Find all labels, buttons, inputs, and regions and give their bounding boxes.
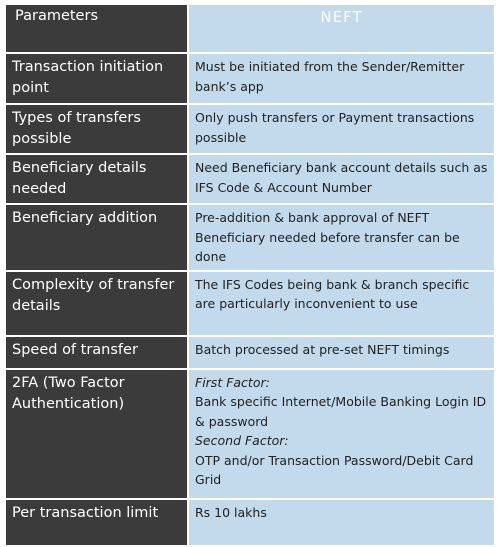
row-parameter: Beneficiary addition: [6, 205, 187, 270]
row-value: Only push transfers or Payment transactions possible: [189, 105, 494, 153]
table-row: [6, 155, 494, 203]
row-parameter: Complexity of transfer details: [6, 272, 187, 335]
table-row: [6, 500, 494, 545]
table-row: [6, 205, 494, 270]
row-value: Rs 10 lakhs: [189, 500, 494, 545]
table-row: [6, 105, 494, 153]
row-parameter: Speed of transfer: [6, 337, 187, 368]
row-value: Must be initiated from the Sender/Remitter bank’s app: [189, 54, 494, 103]
table-row: [6, 54, 494, 103]
second-factor-label: Second Factor:: [195, 433, 289, 448]
row-value: The IFS Codes being bank & branch specific are particularly inconvenient to use: [189, 272, 494, 335]
table-row: [6, 370, 494, 498]
row-value: Pre-addition & bank approval of NEFT Beneficiary needed before transfer can be done: [189, 205, 494, 270]
header-parameters: Parameters: [6, 5, 187, 52]
second-factor-value: OTP and/or Transaction Password/Debit Card Grid: [195, 452, 474, 487]
row-parameter: Types of transfers possible: [6, 105, 187, 153]
row-parameter: Per transaction limit: [6, 500, 187, 545]
comparison-table-container: [4, 3, 494, 544]
first-factor-label: First Factor:: [195, 374, 270, 390]
header-neft: NEFT: [189, 5, 494, 52]
neft-parameters-table: [4, 3, 496, 547]
row-value-2fa: [189, 370, 494, 498]
table-header-row: [6, 5, 494, 52]
row-value: Need Beneficiary bank account details such as IFS Code & Account Number: [189, 155, 494, 203]
table-row: [6, 337, 494, 368]
row-value: Batch processed at pre-set NEFT timings: [189, 337, 494, 368]
first-factor-value: Bank specific Internet/Mobile Banking Login ID & password: [195, 394, 487, 429]
row-parameter: 2FA (Two Factor Authentication): [6, 370, 187, 498]
table-row: [6, 272, 494, 335]
row-parameter: Transaction initiation point: [6, 54, 187, 103]
row-parameter: Beneficiary details needed: [6, 155, 187, 203]
